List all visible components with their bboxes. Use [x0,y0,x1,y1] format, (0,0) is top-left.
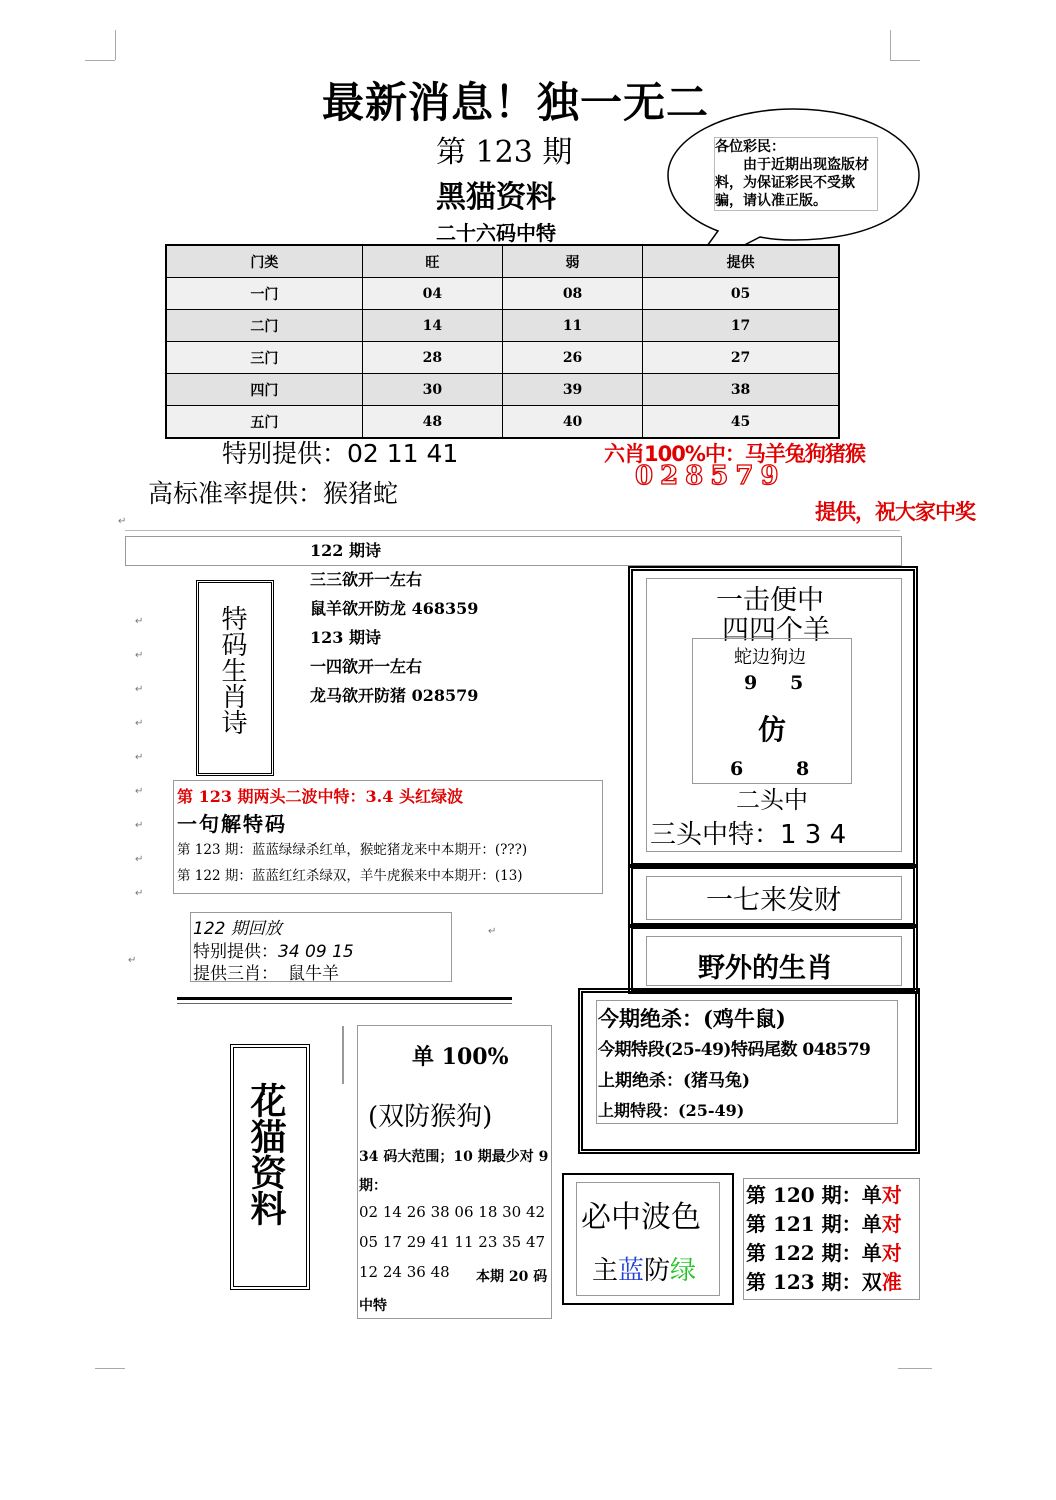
one-hit-n2: 5 [790,672,804,694]
table-row [166,374,839,406]
list-item [746,1239,902,1268]
table-cell: 38 [643,374,839,406]
table-cell: 05 [643,278,839,310]
review-three-value: 鼠牛羊 [288,964,339,984]
table-cell: 二门 [166,310,362,342]
poem-line: 鼠羊欲开防龙 468359 [310,599,479,618]
section-divider [125,530,900,531]
single-left-rule [342,1026,344,1084]
one-hit-title-cut [722,615,830,646]
table-cell: 45 [643,406,839,439]
history-pick: 单 [861,1241,882,1265]
one-hit-n4: 8 [796,758,810,780]
table-header-row [166,245,839,278]
wave-line-1: 第 123 期：蓝蓝绿绿杀红单，猴蛇猪龙来中本期开：(???) [177,842,528,858]
corner-guide [898,1368,932,1369]
one-hit-sub-cut-text: 二头中 [736,786,808,814]
history-result: 对 [881,1183,902,1207]
wave-line-2: 第 122 期：蓝蓝红红杀绿双，羊牛虎猴来中本期开：(13) [177,868,523,884]
single-tail: 本期 20 码中特 [359,1269,548,1314]
one-hit-n1: 9 [744,672,758,694]
history-issue: 第 122 期： [746,1241,862,1265]
subtitle: 二十六码中特 [436,221,556,245]
paragraph-mark: ↵ [135,718,144,729]
table-cell: 39 [502,374,642,406]
history-issue: 第 123 期： [746,1270,862,1294]
special-provide: 特别提供：02 11 41 [222,439,459,468]
wave-color-main: 主 [592,1256,619,1286]
paragraph-mark: ↵ [135,888,144,899]
flower-label: 花猫资料 [245,1082,287,1226]
table-cell: 14 [362,310,502,342]
one-hit-inner-top: 蛇边狗边 [734,647,806,668]
corner-guide [890,30,891,60]
wave-color-line [592,1250,696,1287]
review-title-text: 122 期回放 [193,919,282,939]
notice-greeting: 各位彩民： [715,139,785,155]
table-cell: 17 [643,310,839,342]
paragraph-mark: ↵ [135,684,144,695]
thick-divider-shadow [177,1003,512,1004]
one-hit-sub-cut [736,786,808,814]
issue-number: 第 123 期 [436,135,573,170]
corner-guide [890,60,920,61]
kill-line-4: 上期特段：(25-49) [598,1101,745,1120]
wild-text: 野外的生肖 [698,953,833,984]
table-row [166,278,839,310]
one-hit-title-cut-text: 四四个羊 [722,615,830,646]
single-nums-1: 02 14 26 38 06 18 30 42 [359,1203,546,1221]
paragraph-mark: ↵ [135,786,144,797]
poem-line: 三三欲开一左右 [310,570,423,589]
notice-body: 由于近期出现盗版材料，为保证彩民不受欺骗，请认准正版。 [715,157,869,209]
poem-line: 123 期诗 [310,628,381,647]
review-title [193,914,282,939]
table-header: 提供 [643,245,839,278]
single-nums-2: 05 17 29 41 11 23 35 47 [359,1233,546,1251]
table-cell: 30 [362,374,502,406]
table-header: 门类 [166,245,362,278]
table-cell: 26 [502,342,642,374]
list-item [746,1210,902,1239]
corner-guide [85,60,115,61]
poem-line: 一四欲开一左右 [310,657,423,676]
three-heads: 三头中特：1 3 4 [650,820,847,850]
table-cell: 28 [362,342,502,374]
one-hit-title: 一击便中 [716,585,824,616]
table-cell: 08 [502,278,642,310]
paragraph-mark: ↵ [135,616,144,627]
table-cell: 四门 [166,374,362,406]
fortune-text: 一七来发财 [706,885,841,916]
poem-banner [125,536,902,566]
history-pick: 双 [861,1270,882,1294]
history-pick: 单 [861,1212,882,1236]
wish-text: 提供，祝大家中奖 [815,500,975,524]
paragraph-mark: ↵ [135,854,144,865]
table-cell: 一门 [166,278,362,310]
history-result: 准 [881,1270,902,1294]
table-cell: 04 [362,278,502,310]
paragraph-mark: ↵ [118,516,127,527]
wave-color-green: 绿 [670,1256,697,1286]
history-list [746,1181,902,1297]
number-table [165,244,840,439]
kill-line-3: 上期绝杀：(猪马兔) [598,1071,751,1091]
corner-guide [95,1368,125,1369]
poem-lines [310,536,478,710]
history-result: 对 [881,1212,902,1236]
table-header: 旺 [362,245,502,278]
table-cell: 27 [643,342,839,374]
table-cell: 三门 [166,342,362,374]
review-special-value: 34 09 15 [278,942,354,962]
paragraph-mark: ↵ [135,752,144,763]
single-head: 单 100% [412,1044,509,1070]
page-title: 最新消息！独一无二 [322,78,710,127]
review-three-label: 提供三肖： [193,964,278,984]
single-nums-3: 12 24 36 48 [359,1263,450,1281]
history-pick: 单 [861,1183,882,1207]
wave-color-guard: 防 [644,1256,671,1286]
kill-line-2: 今期特段(25-49)特码尾数 048579 [598,1040,871,1060]
wave-headline: 第 123 期两头二波中特：3.4 头红绿波 [177,787,463,806]
list-item [746,1268,902,1297]
wave-label: 一句解特码 [177,812,287,836]
wave-color-blue: 蓝 [618,1256,645,1286]
table-row [166,310,839,342]
paragraph-mark: ↵ [135,820,144,831]
table-cell: 48 [362,406,502,439]
six-numbers: 028579 [635,461,786,491]
thick-divider [177,997,512,1000]
table-row [166,342,839,374]
poem-line: 龙马欲开防猪 028579 [310,686,479,705]
wave-color-title: 必中波色 [581,1200,701,1235]
one-hit-n3: 6 [730,758,744,780]
high-rate-provide: 高标准率提供：猴猪蛇 [148,479,399,508]
paragraph-mark: ↵ [135,650,144,661]
history-issue: 第 120 期： [746,1183,862,1207]
history-result: 对 [881,1241,902,1265]
table-cell: 40 [502,406,642,439]
history-issue: 第 121 期： [746,1212,862,1236]
paragraph-mark: ↵ [488,926,497,937]
review-special-label: 特别提供： [193,942,278,962]
notice-text [714,137,878,211]
list-item [746,1181,902,1210]
single-guard: (双防猴狗) [368,1102,493,1132]
table-header: 弱 [502,245,642,278]
single-desc: 34 码大范围；10 期最少对 9 期： [359,1149,549,1194]
corner-guide [115,30,116,60]
poem-line: 122 期诗 [310,541,381,560]
kill-line-1: 今期绝杀：(鸡牛鼠) [598,1006,786,1031]
table-cell: 五门 [166,406,362,439]
table-cell: 11 [502,310,642,342]
six-zodiac: 六肖100%中：马羊兔狗猪猴 [604,442,865,466]
data-name-heading: 黑猫资料 [436,180,556,215]
review-three [193,959,339,984]
poem-side-label: 特码生肖诗 [217,605,247,735]
paragraph-mark: ↵ [128,955,137,966]
one-hit-center: 仿 [758,713,787,746]
